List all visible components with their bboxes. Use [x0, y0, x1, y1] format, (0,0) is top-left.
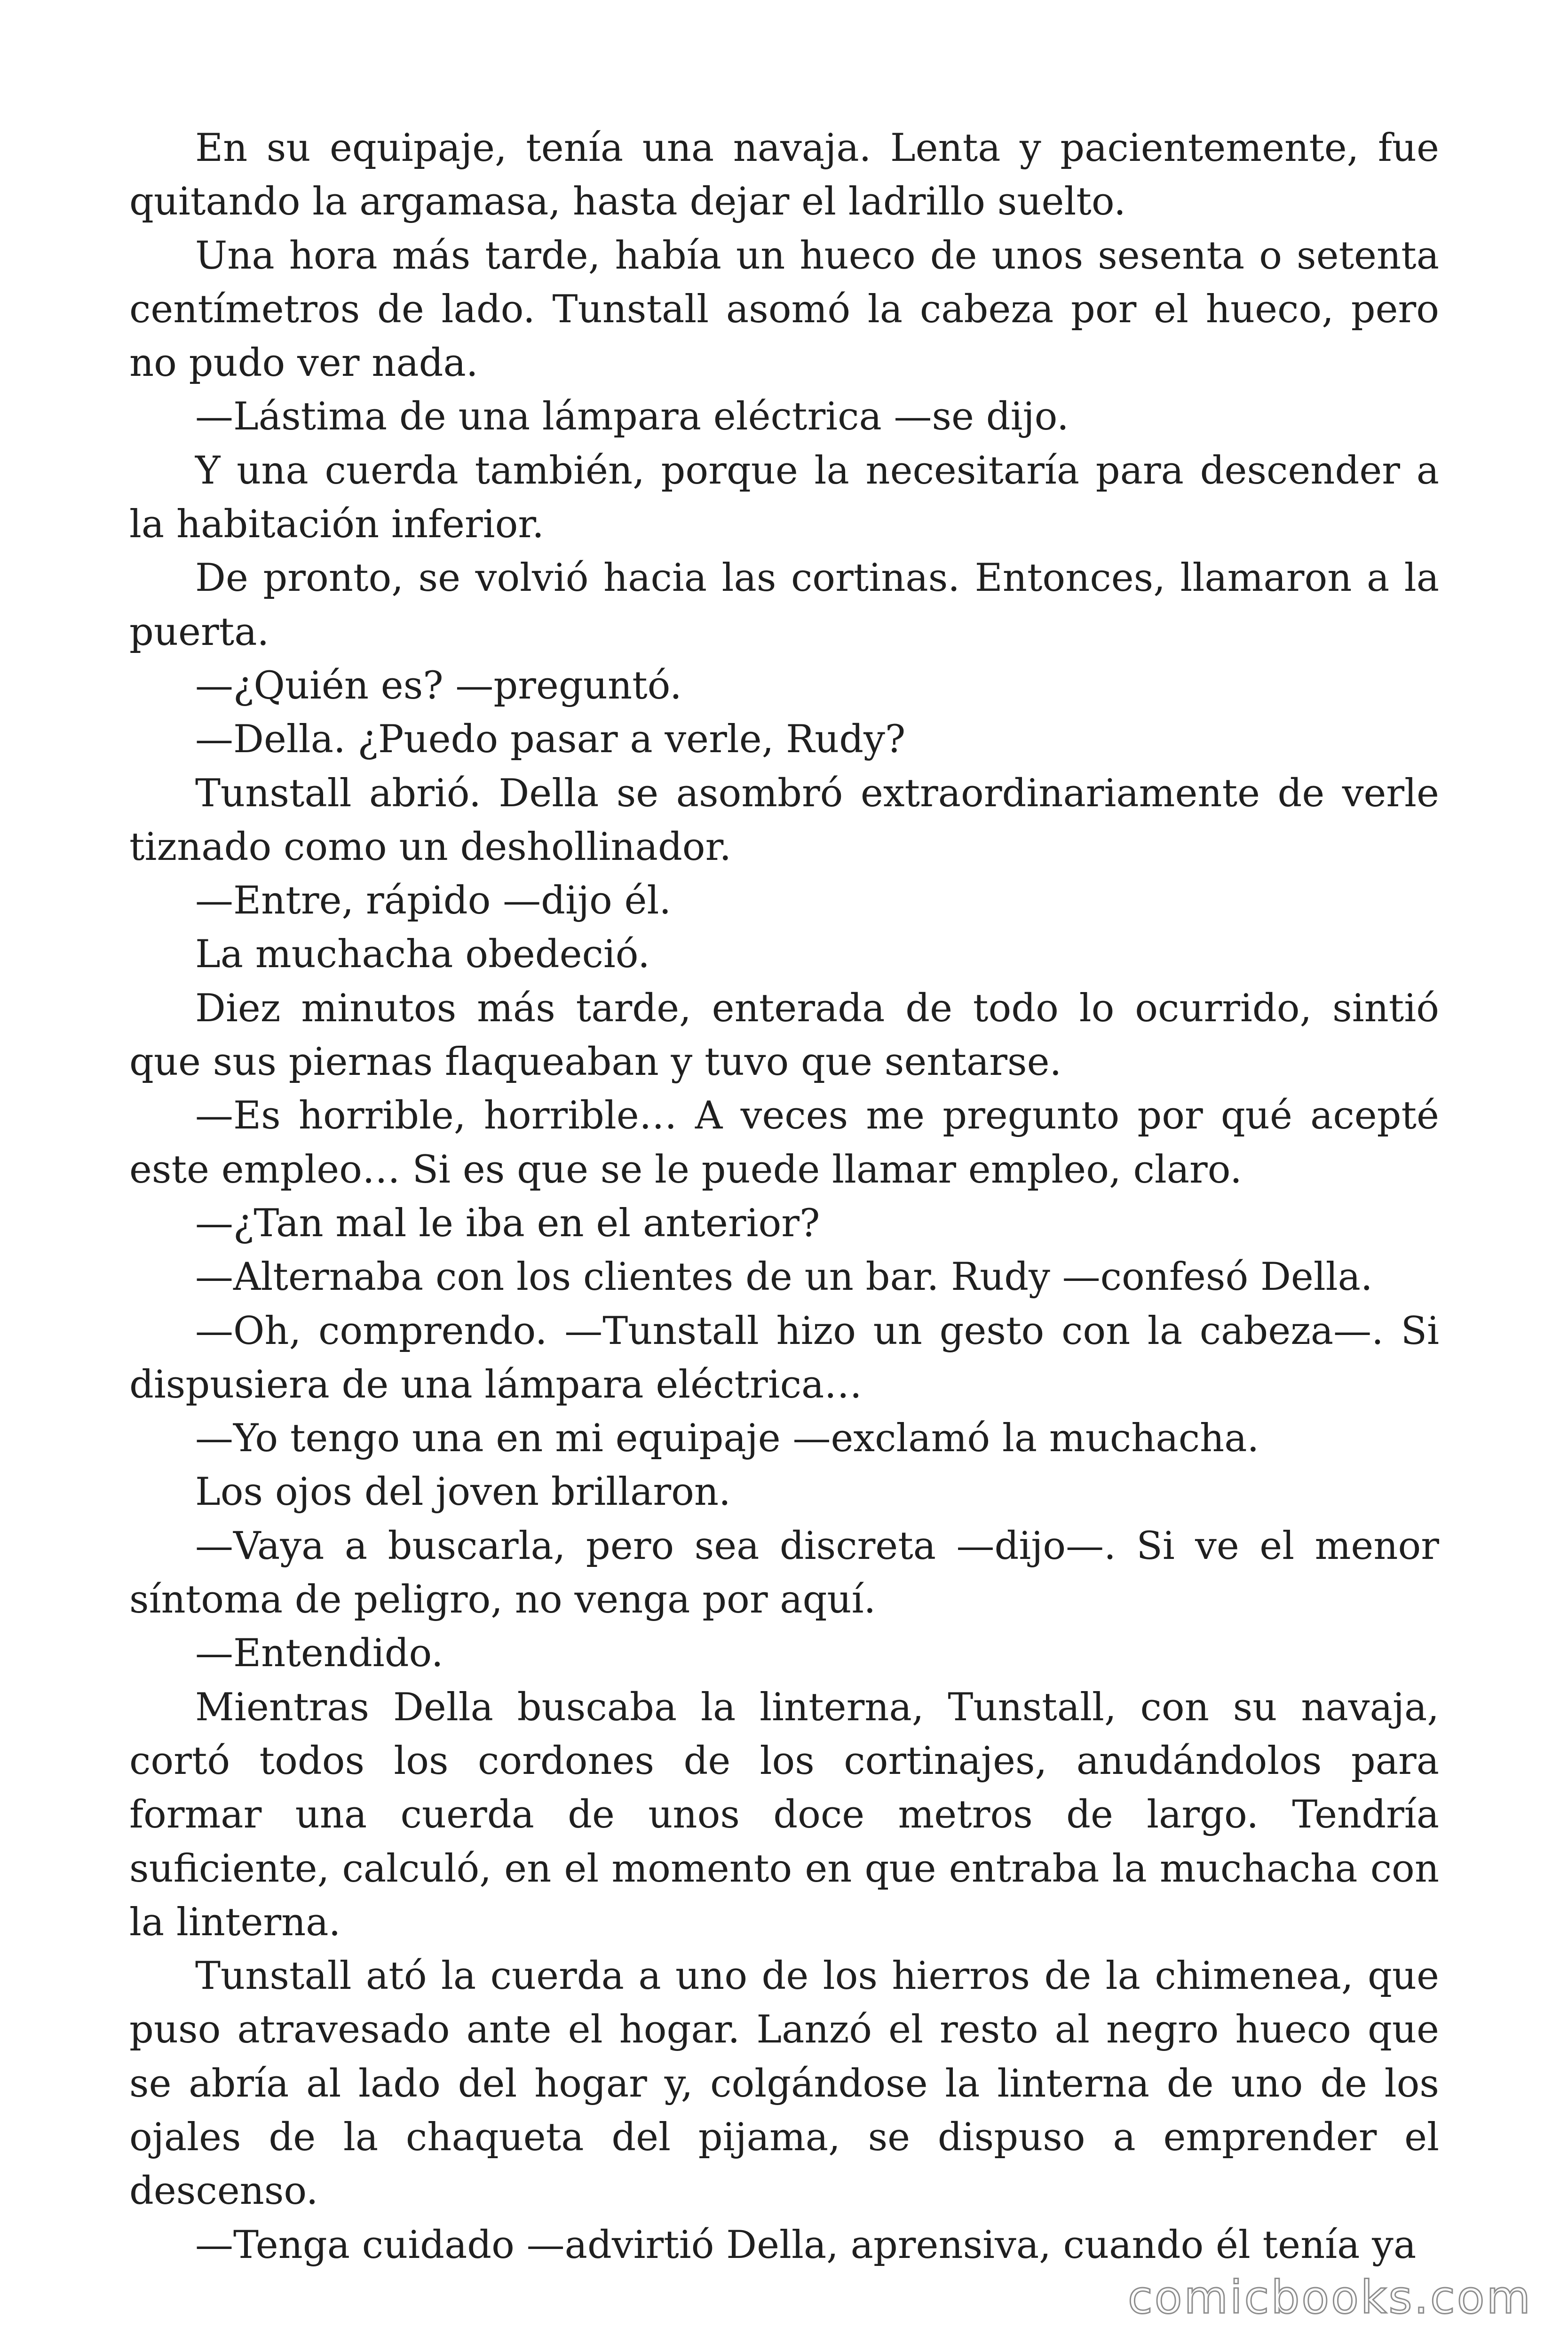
paragraph: Mientras Della buscaba la linterna, Tunstall, con su navaja, cortó todos los cordones de los cortinajes, anudándolos para formar una cuerda de unos doce metros de largo. Tendría suficiente, calculó, en el momento en que entraba la muchacha con la linterna. [129, 1685, 1439, 1945]
paragraph: En su equipaje, tenía una navaja. Lenta y pacientemente, fue quitando la argamasa, hasta dejar el ladrillo suelto. [129, 126, 1439, 224]
paragraph: Una hora más tarde, había un hueco de unos sesenta o setenta centímetros de lado. Tunstall asomó la cabeza por el hueco, pero no pudo ver nada. [129, 233, 1439, 386]
paragraph: La muchacha obedeció. [195, 932, 650, 977]
paragraph: Los ojos del joven brillaron. [195, 1470, 731, 1515]
paragraph: —Oh, comprendo. —Tunstall hizo un gesto con la cabeza—. Si dispusiera de una lámpara eléctrica… [129, 1309, 1439, 1407]
paragraph: —Yo tengo una en mi equipaje —exclamó la muchacha. [195, 1416, 1259, 1461]
paragraph: —Vaya a buscarla, pero sea discreta —dijo—. Si ve el menor síntoma de peligro, no venga por aquí. [129, 1524, 1439, 1622]
paragraph: —¿Quién es? —preguntó. [195, 663, 682, 708]
paragraph: —Tenga cuidado —advirtió Della, aprensiva, cuando él tenía ya [195, 2223, 1417, 2267]
paragraph: —Alternaba con los clientes de un bar. Rudy —confesó Della. [195, 1255, 1373, 1300]
paragraph: —Es horrible, horrible… A veces me pregunto por qué acepté este empleo… Si es que se le puede llamar empleo, claro. [129, 1094, 1439, 1192]
paragraph: —Entendido. [195, 1631, 443, 1676]
paragraph: Y una cuerda también, porque la necesitaría para descender a la habitación inferior. [129, 448, 1439, 547]
paragraph: De pronto, se volvió hacia las cortinas. Entonces, llamaron a la puerta. [129, 556, 1439, 654]
watermark: comicbooks.com [1127, 2271, 1532, 2324]
paragraph: Tunstall ató la cuerda a uno de los hierros de la chimenea, que puso atravesado ante el hogar. Lanzó el resto al negro hueco que se abría al lado del hogar y, colgándose la linterna de uno de los ojales de la chaqueta del pijama, se dispuso a emprender el descenso. [129, 1954, 1439, 2214]
book-page-body [129, 121, 1439, 2272]
paragraph: —Lástima de una lámpara eléctrica —se dijo. [195, 395, 1069, 439]
paragraph: —Entre, rápido —dijo él. [195, 879, 672, 923]
paragraph: Tunstall abrió. Della se asombró extraordinariamente de verle tiznado como un deshollinador. [129, 771, 1439, 869]
paragraph: —Della. ¿Puedo pasar a verle, Rudy? [195, 717, 906, 762]
paragraph: —¿Tan mal le iba en el anterior? [195, 1201, 820, 1246]
paragraph: Diez minutos más tarde, enterada de todo lo ocurrido, sintió que sus piernas flaqueaban y tuvo que sentarse. [129, 986, 1439, 1085]
